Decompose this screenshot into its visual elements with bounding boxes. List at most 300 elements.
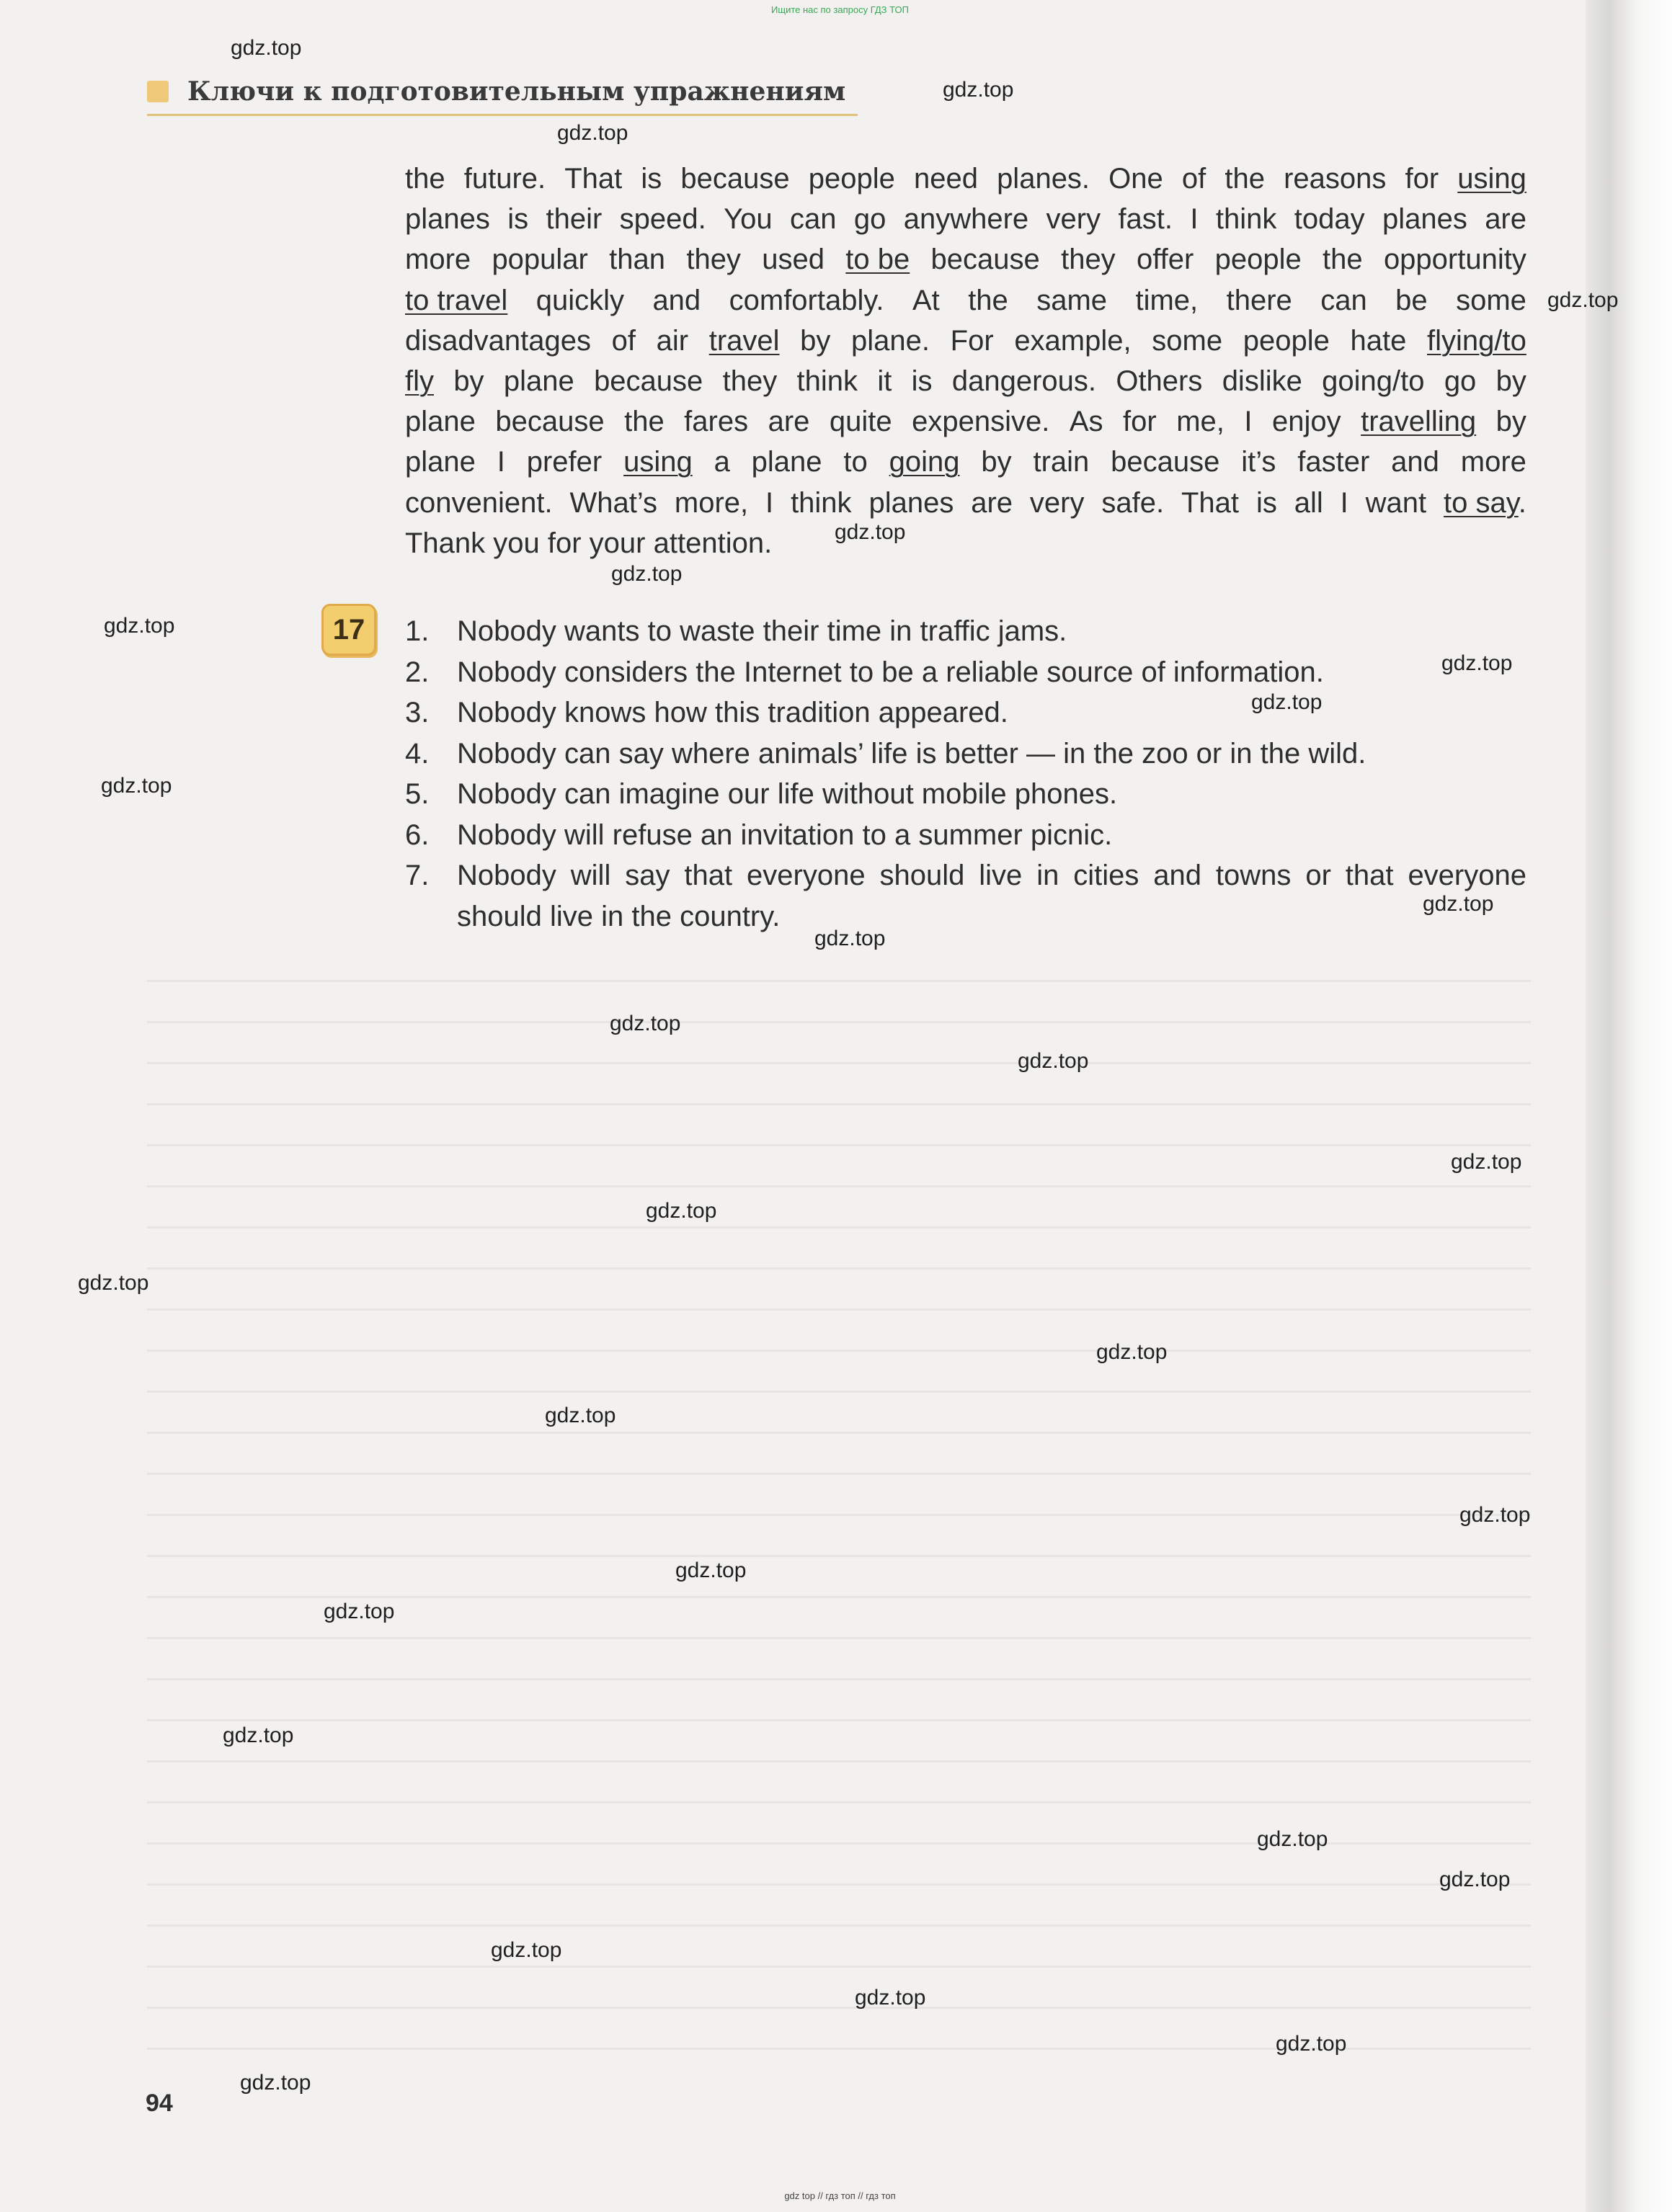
text-run: some [1152,324,1223,357]
watermark: gdz.top [1018,1049,1089,1073]
word [868,483,954,523]
paragraph-line [405,321,1526,361]
text-run: it [877,365,892,397]
text-run: disadvantages [405,324,591,357]
watermark: gdz.top [1251,690,1323,714]
answer-item [405,652,1526,693]
word [507,199,528,239]
text-run: by [1495,365,1526,397]
text-run: As [1069,406,1103,438]
watermark: gdz.top [231,36,302,60]
watermark: gdz.top [835,520,906,544]
answer-text: Nobody wants to waste their time in traffic jams. [457,615,1067,647]
text-run: prefer [526,446,603,478]
text-run: anywhere [903,203,1029,236]
word [546,199,602,239]
text-run: example, [1014,324,1132,357]
word [1137,239,1194,280]
page-fold-shadow [1586,0,1680,2212]
word [1222,361,1302,401]
text-run: opportunity [1383,244,1526,276]
text-run: need [913,163,978,195]
text-run: quickly [535,284,624,316]
watermark: gdz.top [855,1986,926,2010]
word [504,361,574,401]
watermark: gdz.top [675,1558,747,1582]
word [453,361,484,401]
word [684,401,748,442]
text-run: by [981,446,1012,478]
word [1366,483,1427,523]
text-run: more [1460,446,1526,478]
text-run: convenient. [405,486,553,519]
exercise-answers-list [405,611,1526,937]
underlined-word: to travel [405,284,508,316]
word [405,239,471,280]
paragraph-line [405,361,1526,401]
text-run: people [808,163,895,195]
watermark: gdz.top [78,1271,149,1295]
text-run: today [1294,203,1365,236]
text-run: the [1323,244,1363,276]
text-run: going/to [1322,365,1425,397]
word [620,199,706,239]
answer-number: 7. [405,860,430,891]
word [1457,159,1526,199]
word [1036,280,1107,321]
text-run: want [1365,486,1427,519]
word [971,483,1013,523]
answer-item [405,733,1526,775]
word [1070,401,1103,442]
word [675,483,748,523]
word [405,483,553,523]
word [405,401,476,442]
word [405,321,591,361]
word [1116,361,1202,401]
word [1190,199,1198,239]
essay-paragraph [405,159,1526,563]
text-run: dangerous. [951,365,1097,397]
text-run: speed. [619,203,706,236]
word [981,442,1011,482]
underlined-word: going [889,446,960,478]
answer-text: Nobody can say where animals’ life is better — in the zoo or in the wild. [457,737,1366,770]
text-run: of [611,324,636,357]
text-run: think [1215,203,1277,236]
word [1361,401,1476,442]
word [709,321,780,361]
word [912,361,933,401]
text-run: and [1391,446,1439,478]
exercise-number: 17 [332,613,365,646]
text-run: because [1111,446,1220,478]
word [714,442,730,482]
word [765,483,773,523]
text-run: the [1225,163,1265,195]
word [1176,401,1225,442]
text-run: there [1226,284,1292,316]
word [1111,442,1219,482]
text-run: people [1243,324,1330,357]
text-run: because [930,244,1040,276]
watermark: gdz.top [646,1199,717,1223]
text-run: air [656,324,689,357]
answer-text: Nobody will refuse an invitation to a summer picnic. [457,819,1113,851]
text-run: by [453,365,484,397]
text-run: You [724,203,773,236]
text-run: all [1294,486,1323,519]
answer-number: 2. [405,656,430,688]
text-run: One [1108,163,1163,195]
text-run: I [765,486,774,519]
text-run: of [1181,163,1206,195]
word [623,442,693,482]
section-title: Ключи к подготовительным упражнениям [187,76,846,107]
word [405,199,490,239]
word [1243,321,1330,361]
text-run: At [912,284,940,316]
paragraph-line [405,442,1526,482]
word [657,321,688,361]
text-run: faster [1297,446,1370,478]
word [1123,401,1157,442]
watermark: gdz.top [1451,1150,1522,1174]
word [1135,280,1198,321]
text-run: go [853,203,886,236]
text-run: fast. [1118,203,1173,236]
word [612,321,636,361]
underlined-word: to be [845,244,910,276]
word [1323,239,1363,280]
watermark: gdz.top [1547,288,1619,312]
watermark: gdz.top [814,927,886,950]
watermark: gdz.top [611,562,683,586]
paragraph-line [405,159,1526,199]
text-run: popular [492,244,588,276]
word [495,401,604,442]
text-run: because [680,163,790,195]
word [1322,361,1424,401]
faded-background-text [147,980,1531,2089]
text-run: is [911,365,933,397]
word [686,239,741,280]
word [1152,321,1222,361]
word [1284,159,1386,199]
text-run: the [968,284,1008,316]
text-run: be [1395,284,1428,316]
watermark: gdz.top [324,1600,395,1623]
watermark: gdz.top [545,1404,616,1427]
word [791,483,852,523]
text-run: very [1029,486,1085,519]
text-run: train [1033,446,1090,478]
word [762,239,825,280]
word [1395,280,1428,321]
word [931,239,1040,280]
text-run: That [1181,486,1240,519]
word [854,199,886,239]
answer-number: 1. [405,615,430,647]
text-run: planes. [997,163,1090,195]
word [1244,401,1252,442]
text-run: I [1244,406,1253,438]
text-run: can [789,203,837,236]
word [1350,321,1406,361]
bottom-notice: gdz top // гдз топ // гдз топ [784,2190,896,2201]
paragraph-line [405,239,1526,280]
word [1320,280,1367,321]
word [1181,483,1239,523]
word [680,159,789,199]
watermark: gdz.top [943,78,1014,102]
word [889,442,960,482]
text-run: is [1255,486,1277,519]
word [1108,159,1163,199]
paragraph-line [405,280,1526,321]
watermark: gdz.top [610,1012,681,1035]
word [405,280,507,321]
word [843,442,867,482]
answer-text: Nobody considers the Internet to be a reliable source of information. [457,656,1324,688]
text-run: it’s [1241,446,1276,478]
watermark: gdz.top [1459,1503,1531,1527]
paragraph-line [405,523,1526,563]
word [652,280,701,321]
text-run: Others [1116,365,1203,397]
text-run: their [546,203,603,236]
exercise-number-badge [321,604,376,656]
text-run: I [1190,203,1199,236]
word [951,321,994,361]
word [1272,401,1341,442]
word [968,280,1008,321]
text-run: think [796,365,858,397]
text-run: comfortably. [729,284,884,316]
answer-number: 3. [405,697,430,728]
text-run: hate [1350,324,1407,357]
word [1382,199,1467,239]
text-run: by [800,324,831,357]
text-run: is [641,163,662,195]
word [1216,199,1277,239]
answer-item [405,774,1526,815]
text-run: and [652,284,701,316]
answer-item [405,611,1526,652]
word [1485,199,1526,239]
watermark: gdz.top [557,121,628,145]
watermark: gdz.top [1257,1827,1328,1851]
word [1496,361,1526,401]
word [1033,442,1089,482]
word [1227,280,1292,321]
word [912,280,940,321]
text-run: plane [503,365,574,397]
watermark: gdz.top [104,614,175,638]
answer-item [405,815,1526,856]
word [1391,442,1439,482]
text-run: planes [868,486,954,519]
word [997,159,1090,199]
text-run: than [609,244,666,276]
word [729,280,884,321]
answer-number: 4. [405,737,430,770]
text-run: I [497,446,505,478]
underlined-word: travel [708,324,780,357]
text-run: more [405,244,471,276]
word [1456,280,1526,321]
answer-number: 6. [405,819,430,851]
underlined-word: travelling [1361,406,1477,438]
word [1384,239,1526,280]
answer-number: 5. [405,778,430,810]
page-number: 94 [146,2090,173,2117]
word [1225,159,1265,199]
word [1444,483,1526,523]
text-run: are [971,486,1013,519]
watermark: gdz.top [1439,1868,1511,1891]
word [1461,442,1526,482]
word [952,361,1096,401]
text-run: people [1214,244,1302,276]
underlined-word: using [623,446,693,478]
text-run: very [1046,203,1101,236]
text-run: they [686,244,741,276]
watermark: gdz.top [1276,2032,1347,2056]
text-run: offer [1136,244,1194,276]
word [1496,401,1526,442]
word [851,321,930,361]
word [1046,199,1101,239]
text-run: the [405,163,445,195]
word [564,159,622,199]
word [904,199,1028,239]
text-run: for [1123,406,1157,438]
word [641,159,662,199]
text-run: plane [405,446,476,478]
text-run: planes [405,203,490,236]
header-marker-icon [147,81,169,102]
text-run: quite [829,406,892,438]
answer-text: Nobody knows how this tradition appeared. [457,697,1008,728]
text-run: for [1405,163,1439,195]
text-run: by [1495,406,1526,438]
watermark: gdz.top [1423,892,1494,916]
underlined-word: to say [1444,486,1519,519]
text-run: me, [1176,406,1225,438]
word [1061,239,1116,280]
text-run: planes [1382,203,1467,236]
word [724,199,773,239]
text-run: go [1444,365,1477,397]
text-run: enjoy [1271,406,1341,438]
word [405,361,434,401]
word [1294,483,1323,523]
word [768,401,810,442]
word [1030,483,1085,523]
word [1101,483,1164,523]
word [790,199,837,239]
word [797,361,858,401]
underlined-word: fly [405,365,434,397]
text-run: to [843,446,868,478]
text-run: Thank you for your attention. [405,527,773,559]
text-run: fares [684,406,749,438]
underlined-word: flying/to [1426,324,1526,357]
paragraph-line [405,199,1526,239]
watermark: gdz.top [1096,1340,1168,1364]
text-run: are [1485,203,1526,236]
text-run: For [950,324,994,357]
text-run: the [624,406,665,438]
text-run: more, [674,486,749,519]
word [1444,361,1477,401]
text-run: safe. [1101,486,1165,519]
text-run: expensive. [912,406,1050,438]
text-run: time, [1135,284,1199,316]
text-run: are [768,406,810,438]
text-run: plane [405,406,476,438]
text-run: same [1036,284,1108,316]
word [492,239,587,280]
watermark: gdz.top [223,1723,294,1747]
text-run: because [495,406,605,438]
word [609,239,665,280]
word [845,239,910,280]
text-run: can [1320,284,1367,316]
text-run: they [1061,244,1116,276]
text-run: . [1518,486,1526,519]
word [752,442,822,482]
word [1294,199,1365,239]
word [877,361,892,401]
text-run: think [791,486,852,519]
text-run: reasons [1284,163,1387,195]
word [914,159,978,199]
word [536,280,624,321]
word [569,483,657,523]
word [809,159,895,199]
word [1118,199,1173,239]
text-run: plane [751,446,822,478]
text-run: What’s [569,486,658,519]
word [405,159,445,199]
text-run: plane. [851,324,930,357]
word [527,442,603,482]
word [723,361,778,401]
top-notice: Ищите нас по запросу ГДЗ ТОП [771,4,909,15]
text-run: used [762,244,825,276]
word [624,401,665,442]
text-run: I [1340,486,1348,519]
underlined-word: using [1457,163,1526,195]
word [1182,159,1206,199]
word [1256,483,1277,523]
paragraph-line [405,483,1526,523]
word [405,442,476,482]
text-run: some [1456,284,1526,316]
word [912,401,1049,442]
word [1241,442,1276,482]
answer-text: Nobody can imagine our life without mobile phones. [457,778,1118,810]
word [464,159,546,199]
word [1215,239,1302,280]
word [497,442,505,482]
word [1297,442,1369,482]
word [830,401,892,442]
answer-item [405,692,1526,733]
text-run: a [714,446,730,478]
